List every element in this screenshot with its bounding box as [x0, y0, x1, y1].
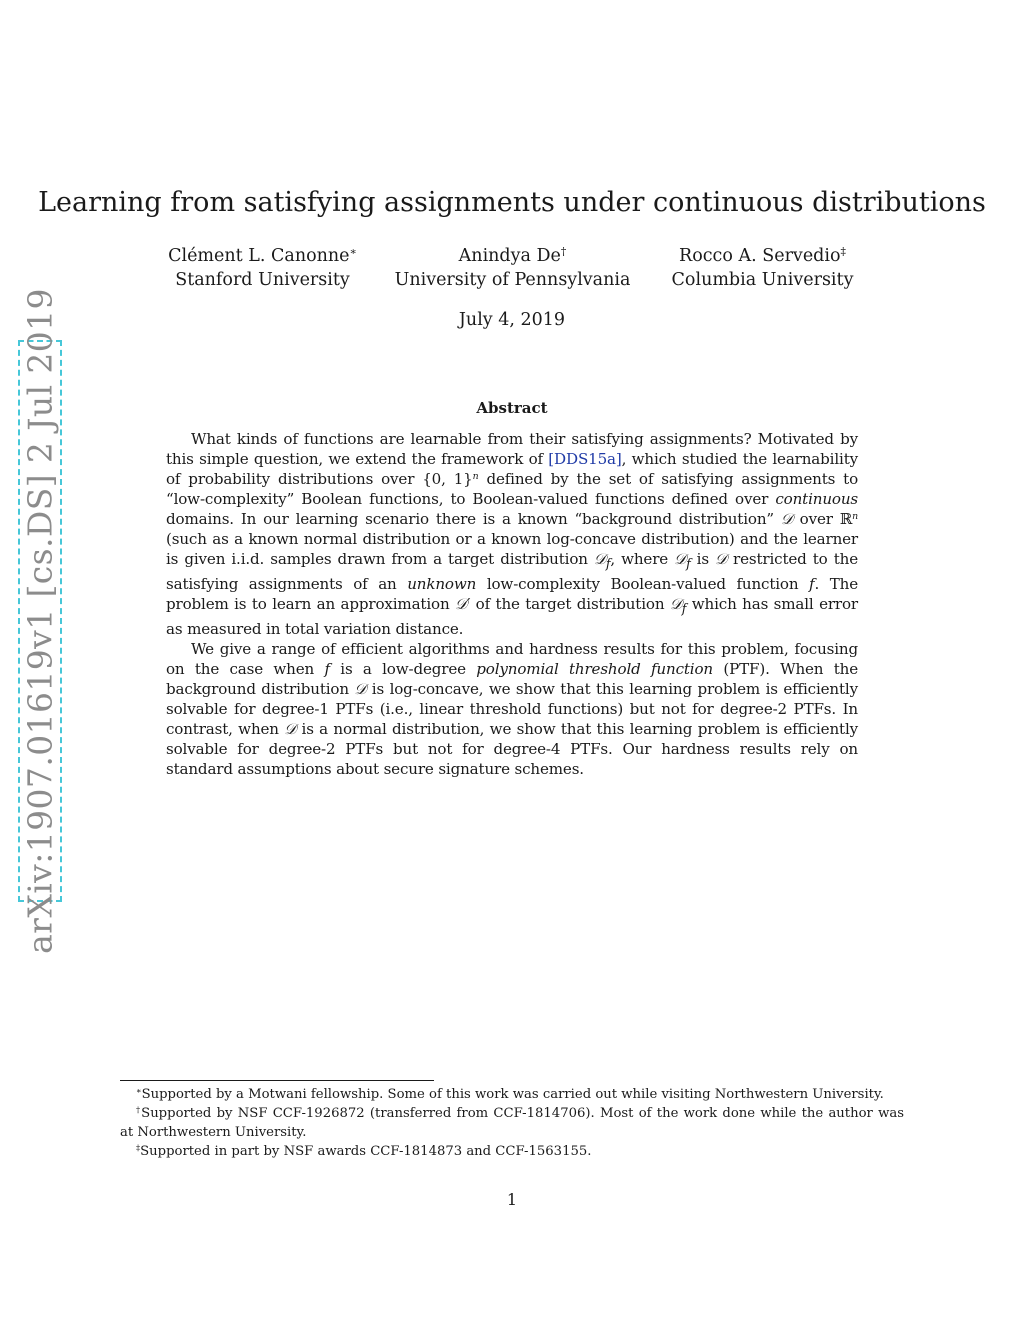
- footnote-text: Supported in part by NSF awards CCF-1814873 and CCF-1563155.: [140, 1144, 592, 1159]
- footnote-rule: [120, 1080, 434, 1081]
- author-affiliation: Columbia University: [671, 270, 854, 290]
- author-footnote-mark: ∗: [349, 245, 357, 259]
- author-footnote-mark: ‡: [840, 245, 846, 259]
- page-number: 1: [506, 1190, 518, 1209]
- footnote-mark: ‡: [136, 1142, 141, 1153]
- paper-date: July 4, 2019: [458, 310, 566, 330]
- footnote-text: Supported by NSF CCF-1926872 (transferred from CCF-1814706). Most of the work done while the author was at Northwestern University.: [120, 1106, 904, 1140]
- author-footnote-mark: †: [560, 245, 567, 259]
- author-block-1: [140, 244, 385, 292]
- abstract-heading: Abstract: [476, 399, 548, 417]
- arxiv-stamp: [18, 288, 62, 954]
- footnote: [120, 1104, 904, 1142]
- citation-link[interactable]: [DDS15a]: [548, 450, 622, 468]
- footnote: [120, 1085, 904, 1104]
- abstract-paragraph-1: What kinds of functions are learnable from their satisfying assignments? Motivated by this simple question, we extend the framework of [DDS15a], which studied the learnability of probability distributions over {0, 1}$^n$ defined by the set of satisfying assignments to “low-complexity” Boolean functions, to Boolean-valued functions defined over continuous domains. In our learning scenario there is a known “background distribution” 𝒟 over ℝ$^n$ (such as a known normal distribution or a known log-concave distribution) and the learner is given i.i.d. samples drawn from a target distribution 𝒟$_f$, where 𝒟$_f$ is 𝒟 restricted to the satisfying assignments of an unknown low-complexity Boolean-valued function f. The problem is to learn an approximation 𝒟′ of the target distribution 𝒟$_f$ which has small error as measured in total variation distance.: [166, 430, 859, 639]
- author-name: Rocco A. Servedio: [679, 246, 841, 266]
- author-block-3: [640, 244, 885, 292]
- footnote-mark: †: [136, 1104, 142, 1115]
- author-block-2: [390, 244, 635, 292]
- abstract-paragraph-2: We give a range of efficient algorithms and hardness results for this problem, focusing on the case when f is a low-degree polynomial threshold function (PTF). When the background distribution 𝒟 is log-concave, we show that this learning problem is efficiently solvable for degree-1 PTFs (i.e., linear threshold functions) but not for degree-2 PTFs. In contrast, when 𝒟 is a normal distribution, we show that this learning problem is efficiently solvable for degree-2 PTFs but not for degree-4 PTFs. Our hardness results rely on standard assumptions about secure signature schemes.: [166, 640, 859, 779]
- arxiv-stamp-text: arXiv:1907.01619v1 [cs.DS] 2 Jul 2019: [20, 288, 60, 954]
- footnote-text: Supported by a Motwani fellowship. Some of this work was carried out while visiting Northwestern University.: [141, 1087, 884, 1102]
- author-affiliation: Stanford University: [175, 270, 350, 290]
- abstract-body: [166, 429, 858, 779]
- paper-title: Learning from satisfying assignments under continuous distributions: [38, 187, 986, 218]
- footnote-mark: ∗: [136, 1085, 142, 1096]
- author-affiliation: University of Pennsylvania: [394, 270, 631, 290]
- author-name: Anindya De: [458, 246, 561, 266]
- author-name: Clément L. Canonne: [168, 246, 350, 266]
- footnote: [120, 1142, 904, 1161]
- footnotes: [120, 1085, 904, 1161]
